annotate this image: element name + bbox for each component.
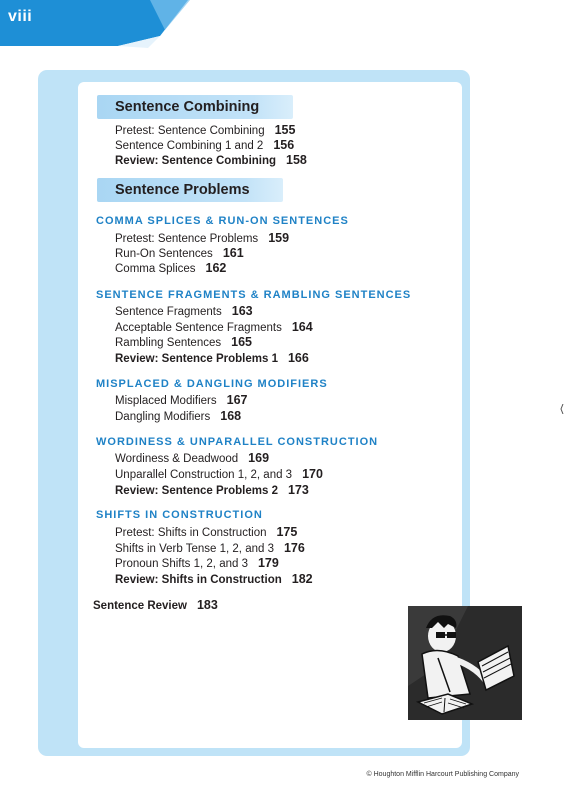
section-heading-sentence-combining: Sentence Combining (97, 95, 293, 119)
toc-entry: Pronoun Shifts 1, 2, and 3 179 (115, 556, 279, 570)
subsection-title: SENTENCE FRAGMENTS & RAMBLING SENTENCES (96, 289, 412, 301)
toc-entry: Shifts in Verb Tense 1, 2, and 3 176 (115, 541, 305, 555)
subsection-title: MISPLACED & DANGLING MODIFIERS (96, 378, 328, 390)
toc-entry: Comma Splices 162 (115, 261, 227, 275)
toc-entry: Run-On Sentences 161 (115, 246, 244, 260)
section-heading-sentence-problems: Sentence Problems (97, 178, 283, 202)
toc-entry-review: Review: Sentence Combining 158 (115, 153, 307, 167)
subsection-title: SHIFTS IN CONSTRUCTION (96, 509, 263, 521)
toc-entry: Acceptable Sentence Fragments 164 (115, 320, 313, 334)
toc-entry-review: Review: Shifts in Construction 182 (115, 572, 313, 586)
person-reading-at-laptop-icon (408, 606, 522, 720)
toc-entry: Unparallel Construction 1, 2, and 3 170 (115, 467, 323, 481)
toc-entry-sentence-review: Sentence Review 183 (93, 598, 218, 612)
toc-entry: Rambling Sentences 165 (115, 335, 252, 349)
toc-entry: Sentence Combining 1 and 2 156 (115, 138, 295, 152)
toc-entry: Misplaced Modifiers 167 (115, 393, 248, 407)
toc-entry: Dangling Modifiers 168 (115, 409, 242, 423)
copyright-footer: © Houghton Mifflin Harcourt Publishing Company (366, 771, 519, 778)
toc-entry-review: Review: Sentence Problems 2 173 (115, 483, 309, 497)
toc-entry: Sentence Fragments 163 (115, 304, 253, 318)
toc-entry: Pretest: Sentence Problems 159 (115, 231, 290, 245)
page-number: viii (8, 8, 33, 25)
page-edge-mark (560, 404, 564, 414)
subsection-title: WORDINESS & UNPARALLEL CONSTRUCTION (96, 436, 379, 448)
subsection-title: COMMA SPLICES & RUN-ON SENTENCES (96, 215, 349, 227)
toc-entry: Wordiness & Deadwood 169 (115, 451, 270, 465)
toc-entry: Pretest: Shifts in Construction 175 (115, 525, 298, 539)
toc-entry: Pretest: Sentence Combining 155 (115, 123, 296, 137)
toc-entry-review: Review: Sentence Problems 1 166 (115, 351, 309, 365)
